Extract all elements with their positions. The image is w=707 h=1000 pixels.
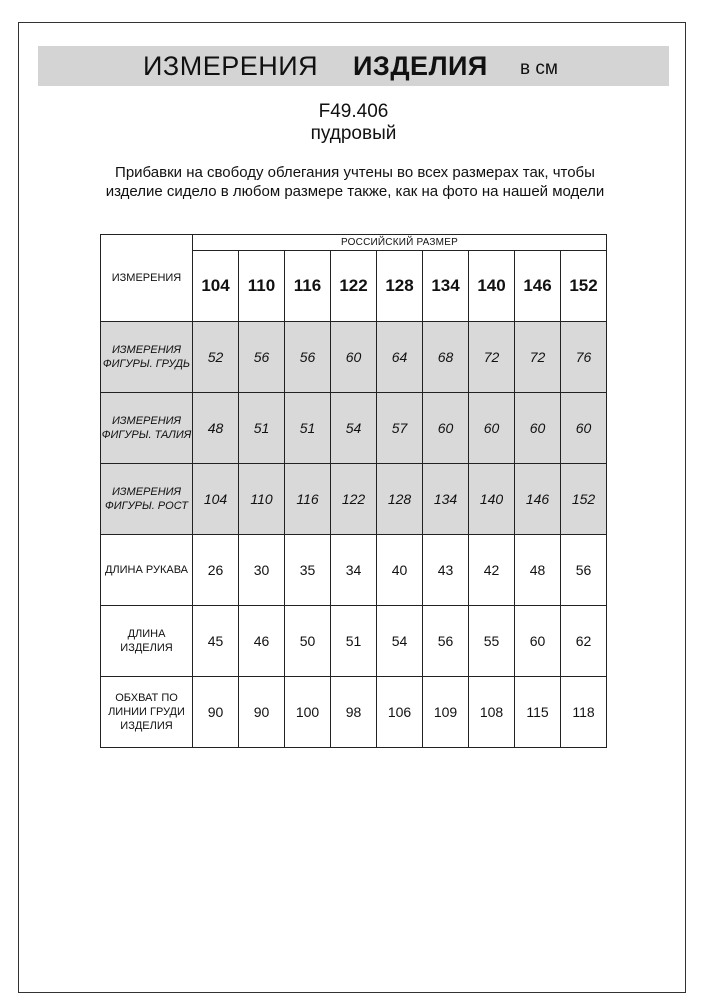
- table-header-row: [101, 235, 607, 251]
- size-header-cell: 140: [469, 251, 515, 322]
- title-unit: в см: [520, 58, 558, 79]
- value-cell: 51: [239, 393, 285, 464]
- value-cell: 60: [515, 393, 561, 464]
- value-cell: 64: [377, 322, 423, 393]
- value-cell: 54: [377, 606, 423, 677]
- value-cell: 146: [515, 464, 561, 535]
- size-table: [100, 234, 607, 748]
- size-header-cell: 128: [377, 251, 423, 322]
- value-cell: 48: [515, 535, 561, 606]
- size-header-cell: 116: [285, 251, 331, 322]
- product-color: пудровый: [310, 123, 397, 144]
- table-row: [101, 677, 607, 748]
- size-header-cell: 104: [193, 251, 239, 322]
- value-cell: 106: [377, 677, 423, 748]
- value-cell: 152: [561, 464, 607, 535]
- value-cell: 51: [285, 393, 331, 464]
- value-cell: 134: [423, 464, 469, 535]
- value-cell: 72: [469, 322, 515, 393]
- size-header-cell: 146: [515, 251, 561, 322]
- value-cell: 104: [193, 464, 239, 535]
- fit-note: Прибавки на свободу облегания учтены во всех размерах так, чтобы изделие сидело в любом размере также, как на фото на нашей модели: [105, 164, 605, 200]
- row-label-cell: ИЗМЕРЕНИЯ ФИГУРЫ. РОСТ: [101, 464, 193, 535]
- value-cell: 60: [423, 393, 469, 464]
- title-word-item: ИЗДЕЛИЯ: [353, 51, 488, 81]
- value-cell: 57: [377, 393, 423, 464]
- value-cell: 43: [423, 535, 469, 606]
- size-header-cell: 152: [561, 251, 607, 322]
- value-cell: 90: [193, 677, 239, 748]
- value-cell: 56: [561, 535, 607, 606]
- row-label-cell: ОБХВАТ ПО ЛИНИИ ГРУДИ ИЗДЕЛИЯ: [101, 677, 193, 748]
- value-cell: 52: [193, 322, 239, 393]
- value-cell: 72: [515, 322, 561, 393]
- table-row: [101, 606, 607, 677]
- value-cell: 60: [331, 322, 377, 393]
- size-header-cell: 122: [331, 251, 377, 322]
- row-label-cell: ИЗМЕРЕНИЯ ФИГУРЫ. ТАЛИЯ: [101, 393, 193, 464]
- table-row: [101, 393, 607, 464]
- value-cell: 100: [285, 677, 331, 748]
- value-cell: 42: [469, 535, 515, 606]
- value-cell: 128: [377, 464, 423, 535]
- value-cell: 48: [193, 393, 239, 464]
- corner-label-cell: ИЗМЕРЕНИЯ: [101, 235, 193, 322]
- value-cell: 50: [285, 606, 331, 677]
- value-cell: 110: [239, 464, 285, 535]
- value-cell: 56: [285, 322, 331, 393]
- value-cell: 30: [239, 535, 285, 606]
- table-row: [101, 535, 607, 606]
- value-cell: 122: [331, 464, 377, 535]
- value-cell: 56: [239, 322, 285, 393]
- value-cell: 60: [561, 393, 607, 464]
- value-cell: 140: [469, 464, 515, 535]
- value-cell: 40: [377, 535, 423, 606]
- value-cell: 55: [469, 606, 515, 677]
- value-cell: 76: [561, 322, 607, 393]
- row-label-cell: ДЛИНА РУКАВА: [101, 535, 193, 606]
- value-cell: 54: [331, 393, 377, 464]
- table-row: [101, 464, 607, 535]
- value-cell: 90: [239, 677, 285, 748]
- size-header-cell: 134: [423, 251, 469, 322]
- title-word-measurements: ИЗМЕРЕНИЯ: [143, 51, 319, 81]
- value-cell: 115: [515, 677, 561, 748]
- size-header-cell: 110: [239, 251, 285, 322]
- table-row: [101, 322, 607, 393]
- value-cell: 116: [285, 464, 331, 535]
- value-cell: 60: [515, 606, 561, 677]
- value-cell: 108: [469, 677, 515, 748]
- row-label-cell: ДЛИНА ИЗДЕЛИЯ: [101, 606, 193, 677]
- value-cell: 60: [469, 393, 515, 464]
- russian-size-header: РОССИЙСКИЙ РАЗМЕР: [193, 235, 607, 251]
- row-label-cell: ИЗМЕРЕНИЯ ФИГУРЫ. ГРУДЬ: [101, 322, 193, 393]
- value-cell: 46: [239, 606, 285, 677]
- value-cell: 34: [331, 535, 377, 606]
- value-cell: 109: [423, 677, 469, 748]
- value-cell: 118: [561, 677, 607, 748]
- value-cell: 68: [423, 322, 469, 393]
- value-cell: 62: [561, 606, 607, 677]
- value-cell: 98: [331, 677, 377, 748]
- title-banner: [38, 46, 669, 86]
- value-cell: 56: [423, 606, 469, 677]
- value-cell: 45: [193, 606, 239, 677]
- value-cell: 26: [193, 535, 239, 606]
- value-cell: 35: [285, 535, 331, 606]
- product-code: F49.406: [318, 101, 389, 122]
- value-cell: 51: [331, 606, 377, 677]
